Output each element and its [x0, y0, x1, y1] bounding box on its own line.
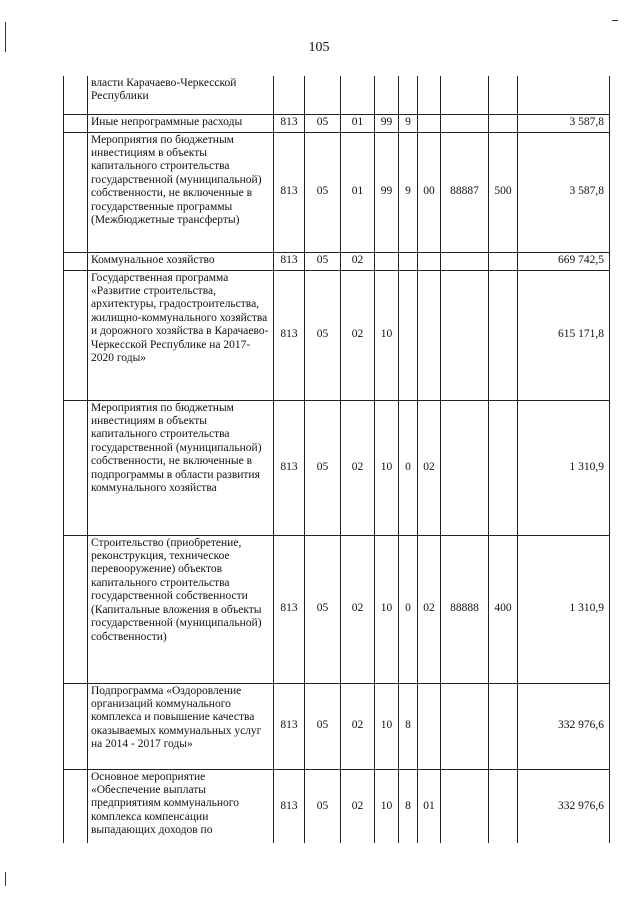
expense-name-cell: Основное мероприятие «Обеспечение выплаты предприятиям коммунального комплекса компенсации выпадающих доходов по: [88, 769, 274, 843]
table-row: [64, 270, 610, 400]
budget-table: [63, 76, 610, 843]
row-index-cell: [64, 535, 88, 683]
subprogram-code-cell: [399, 270, 418, 400]
program-code-cell: [375, 252, 399, 270]
admin-code-cell: 813: [274, 114, 305, 132]
table-row: [64, 400, 610, 535]
row-index-cell: [64, 76, 88, 114]
row-index-cell: [64, 114, 88, 132]
scan-edge-mark-top: [5, 22, 6, 52]
subprogram-code-cell: 8: [399, 769, 418, 843]
admin-code-cell: [274, 76, 305, 114]
amount-cell: 3 587,8: [518, 132, 610, 252]
program-code-cell: 10: [375, 769, 399, 843]
event-code-cell: [418, 252, 441, 270]
subsection-code-cell: 01: [341, 114, 375, 132]
subsection-code-cell: 02: [341, 535, 375, 683]
program-code-cell: 10: [375, 400, 399, 535]
admin-code-cell: 813: [274, 535, 305, 683]
amount-cell: 1 310,9: [518, 535, 610, 683]
program-code-cell: 10: [375, 683, 399, 769]
program-code-cell: 10: [375, 535, 399, 683]
event-code-cell: 00: [418, 132, 441, 252]
event-code-cell: 01: [418, 769, 441, 843]
event-code-cell: [418, 683, 441, 769]
subprogram-code-cell: 0: [399, 535, 418, 683]
table-row: [64, 252, 610, 270]
expense-type-code-cell: [489, 114, 518, 132]
row-index-cell: [64, 270, 88, 400]
row-index-cell: [64, 132, 88, 252]
section-code-cell: 05: [305, 114, 341, 132]
page-number: 105: [308, 40, 330, 55]
admin-code-cell: 813: [274, 683, 305, 769]
amount-cell: 1 310,9: [518, 400, 610, 535]
expense-name-cell: Строительство (приобретение, реконструкция, техническое перевооружение) объектов капитального строительства государственной собственности (Капитальные вложения в объекты государственной (муниципальной) собственности): [88, 535, 274, 683]
expense-name-cell: Мероприятия по бюджетным инвестициям в объекты капитального строительства государственной (муниципальной) собственности, не включенные в подпрограммы в области развития коммунального хозяйства: [88, 400, 274, 535]
subsection-code-cell: 02: [341, 252, 375, 270]
table-row: [64, 76, 610, 114]
admin-code-cell: 813: [274, 400, 305, 535]
program-code-cell: 99: [375, 132, 399, 252]
amount-cell: 332 976,6: [518, 683, 610, 769]
section-code-cell: 05: [305, 535, 341, 683]
event-code-cell: [418, 270, 441, 400]
scan-edge-mark-bottom: [5, 872, 6, 886]
subprogram-code-cell: 8: [399, 683, 418, 769]
section-code-cell: [305, 76, 341, 114]
subsection-code-cell: 02: [341, 400, 375, 535]
subsection-code-cell: 02: [341, 769, 375, 843]
amount-cell: 3 587,8: [518, 114, 610, 132]
subprogram-code-cell: 0: [399, 400, 418, 535]
expense-name-cell: Иные непрограммные расходы: [88, 114, 274, 132]
section-code-cell: 05: [305, 270, 341, 400]
program-code-cell: 10: [375, 270, 399, 400]
row-index-cell: [64, 252, 88, 270]
subprogram-code-cell: 9: [399, 114, 418, 132]
direction-code-cell: 88887: [441, 132, 489, 252]
section-code-cell: 05: [305, 683, 341, 769]
event-code-cell: [418, 114, 441, 132]
admin-code-cell: 813: [274, 769, 305, 843]
row-index-cell: [64, 769, 88, 843]
direction-code-cell: [441, 270, 489, 400]
expense-name-cell: Коммунальное хозяйство: [88, 252, 274, 270]
subprogram-code-cell: 9: [399, 132, 418, 252]
expense-name-cell: Государственная программа «Развитие строительства, архитектуры, градостроительства, жилищно-коммунального хозяйства и дорожного хозяйства в Карачаево-Черкесской Республике на 2017-2020 годы»: [88, 270, 274, 400]
direction-code-cell: 88888: [441, 535, 489, 683]
table-row: [64, 683, 610, 769]
row-index-cell: [64, 683, 88, 769]
direction-code-cell: [441, 114, 489, 132]
admin-code-cell: 813: [274, 252, 305, 270]
direction-code-cell: [441, 769, 489, 843]
section-code-cell: 05: [305, 132, 341, 252]
section-code-cell: 05: [305, 400, 341, 535]
subprogram-code-cell: [399, 252, 418, 270]
event-code-cell: 02: [418, 400, 441, 535]
expense-type-code-cell: [489, 270, 518, 400]
table-row: [64, 114, 610, 132]
section-code-cell: 05: [305, 252, 341, 270]
event-code-cell: 02: [418, 535, 441, 683]
expense-name-cell: Мероприятия по бюджетным инвестициям в объекты капитального строительства государственной (муниципальной) собственности, не включенные в государственные программы (Межбюджетные трансферты): [88, 132, 274, 252]
direction-code-cell: [441, 76, 489, 114]
direction-code-cell: [441, 683, 489, 769]
subsection-code-cell: 02: [341, 683, 375, 769]
table-row: [64, 535, 610, 683]
direction-code-cell: [441, 400, 489, 535]
event-code-cell: [418, 76, 441, 114]
subsection-code-cell: 02: [341, 270, 375, 400]
admin-code-cell: 813: [274, 270, 305, 400]
expense-type-code-cell: [489, 769, 518, 843]
amount-cell: [518, 76, 610, 114]
expense-type-code-cell: [489, 683, 518, 769]
amount-cell: 615 171,8: [518, 270, 610, 400]
subsection-code-cell: [341, 76, 375, 114]
expense-type-code-cell: [489, 76, 518, 114]
expense-name-cell: Подпрограмма «Оздоровление организаций коммунального комплекса и повышение качества оказываемых коммунальных услуг на 2014 - 2017 годы»: [88, 683, 274, 769]
scan-edge-mark-right: [612, 20, 618, 21]
row-index-cell: [64, 400, 88, 535]
expense-type-code-cell: 500: [489, 132, 518, 252]
direction-code-cell: [441, 252, 489, 270]
table-row: [64, 769, 610, 843]
expense-type-code-cell: 400: [489, 535, 518, 683]
program-code-cell: [375, 76, 399, 114]
section-code-cell: 05: [305, 769, 341, 843]
amount-cell: 332 976,6: [518, 769, 610, 843]
admin-code-cell: 813: [274, 132, 305, 252]
amount-cell: 669 742,5: [518, 252, 610, 270]
table-row: [64, 132, 610, 252]
subsection-code-cell: 01: [341, 132, 375, 252]
subprogram-code-cell: [399, 76, 418, 114]
expense-type-code-cell: [489, 252, 518, 270]
program-code-cell: 99: [375, 114, 399, 132]
expense-name-cell: власти Карачаево-Черкесской Республики: [88, 76, 274, 114]
expense-type-code-cell: [489, 400, 518, 535]
